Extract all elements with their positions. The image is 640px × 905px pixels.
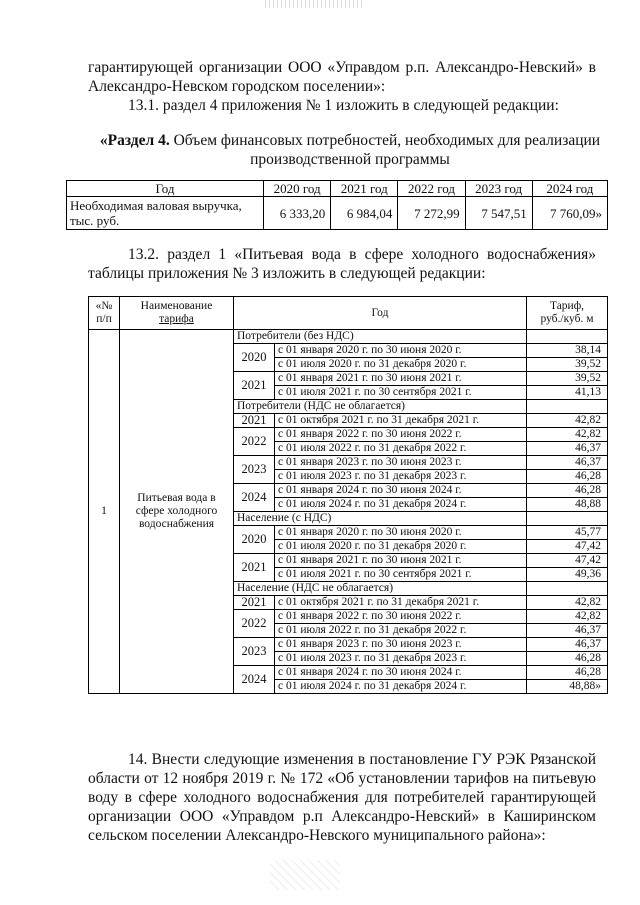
- table1-header-2020: 2020 год: [264, 181, 331, 197]
- table1-value-2021: 6 984,04: [331, 197, 398, 230]
- group-heading-population-vat-exempt: Население (НДС не облагается): [234, 582, 527, 596]
- para4-line1: 14. Внести следующие изменения в постановление ГУ РЭК Рязанской: [128, 751, 596, 768]
- tariff-name-l3: водоснабжения: [138, 518, 215, 530]
- tariff-table-header: [89, 297, 608, 330]
- group-heading-empty: [527, 582, 608, 596]
- tariff-value: 38,14: [527, 344, 608, 358]
- tariff-value: 45,77: [527, 526, 608, 540]
- table1-header-year: Год: [67, 181, 264, 197]
- table1-data-row: [67, 197, 608, 230]
- tariff-value: 39,52: [527, 372, 608, 386]
- table1-value-2023: 7 547,51: [465, 197, 532, 230]
- table1-value-2022: 7 272,99: [398, 197, 465, 230]
- year-cell: 2022: [234, 610, 275, 638]
- period-cell: с 01 июля 2022 г. по 31 декабря 2022 г.: [275, 442, 527, 456]
- period-cell: с 01 января 2023 г. по 30 июня 2023 г.: [275, 456, 527, 470]
- year-cell: 2021: [234, 596, 275, 610]
- period-cell: с 01 июля 2020 г. по 31 декабря 2020 г.: [275, 358, 527, 372]
- table1-value-2024: 7 760,09»: [532, 197, 607, 230]
- tariff-value: 42,82: [527, 414, 608, 428]
- table1-row-label-line2: тыс. руб.: [70, 213, 120, 228]
- period-cell: с 01 июля 2024 г. по 31 декабря 2024 г.: [275, 498, 527, 512]
- tariff-value: 49,36: [527, 568, 608, 582]
- group-heading-empty: [527, 330, 608, 344]
- para1-line1: гарантирующей организации ООО «Управдом р.п. Александро-Невский» в: [88, 59, 596, 76]
- tariff-value: 47,42: [527, 540, 608, 554]
- table1-value-2020: 6 333,20: [264, 197, 331, 230]
- section-heading: [60, 131, 640, 150]
- para4-line2: области от 12 ноября 2019 г. № 172 «Об установлении тарифов на питьевую: [88, 770, 596, 787]
- tariff-value: 48,88»: [527, 680, 608, 694]
- period-cell: с 01 июля 2023 г. по 31 декабря 2023 г.: [275, 652, 527, 666]
- period-cell: с 01 июля 2021 г. по 30 сентября 2021 г.: [275, 386, 527, 400]
- header-tariff-l2: руб./куб. м: [540, 313, 594, 325]
- table1-header-row: [67, 181, 608, 197]
- header-tariff: [527, 297, 608, 330]
- row-number: 1: [89, 330, 120, 694]
- para1-line2: Александро-Невском городском поселении»:: [88, 78, 386, 95]
- tariff-name-l1: Питьевая вода в: [137, 492, 216, 504]
- section-heading-rest: Объем финансовых потребностей, необходимых для реализации: [169, 132, 601, 149]
- period-cell: с 01 июля 2020 г. по 31 декабря 2020 г.: [275, 540, 527, 554]
- period-cell: с 01 июля 2022 г. по 31 декабря 2022 г.: [275, 624, 527, 638]
- tariff-value: 46,37: [527, 456, 608, 470]
- year-cell: 2022: [234, 428, 275, 456]
- header-number-l1: «№: [95, 300, 113, 312]
- period-cell: с 01 января 2021 г. по 30 июня 2021 г.: [275, 554, 527, 568]
- table1-row-label-line1: Необходимая валовая выручка,: [70, 198, 242, 213]
- tariff-value: 42,82: [527, 610, 608, 624]
- table1-header-2021: 2021 год: [331, 181, 398, 197]
- year-cell: 2021: [234, 414, 275, 428]
- period-cell: с 01 января 2024 г. по 30 июня 2024 г.: [275, 484, 527, 498]
- period-cell: с 01 января 2021 г. по 30 июня 2021 г.: [275, 372, 527, 386]
- tariff-value: 46,37: [527, 442, 608, 456]
- period-cell: с 01 июля 2023 г. по 31 декабря 2023 г.: [275, 470, 527, 484]
- tariff-value: 46,37: [527, 638, 608, 652]
- tariff-value: 39,52: [527, 358, 608, 372]
- group-heading-consumers-vat-exempt: Потребители (НДС не облагается): [234, 400, 527, 414]
- header-number-l2: п/п: [96, 313, 112, 325]
- para3-line1: 13.2. раздел 1 «Питьевая вода в сфере холодного водоснабжения»: [128, 246, 596, 263]
- para4-line5: сельском поселении Александро-Невского муниципального района»:: [88, 827, 546, 844]
- tariff-value: 46,28: [527, 652, 608, 666]
- year-cell: 2024: [234, 666, 275, 694]
- year-cell: 2021: [234, 554, 275, 582]
- header-number: [89, 297, 120, 330]
- para4-line3: воду в сфере холодного водоснабжения для потребителей гарантирующей: [88, 789, 596, 806]
- group-heading-population-vat: Население (с НДС): [234, 512, 527, 526]
- tariff-name: [120, 330, 234, 694]
- scan-artifact-bottom: [270, 860, 340, 890]
- tariff-name-l2: сфере холодного: [135, 505, 218, 517]
- period-cell: с 01 января 2020 г. по 30 июня 2020 г.: [275, 344, 527, 358]
- tariff-value: 48,88: [527, 498, 608, 512]
- year-cell: 2021: [234, 372, 275, 400]
- table1-row-label: [67, 197, 264, 230]
- table-row: [89, 330, 608, 344]
- para4-line4: организации ООО «Управдом р.п Александро-Невский» в Каширинском: [88, 808, 596, 825]
- para3-line2: таблицы приложения № 3 изложить в следующей редакции:: [88, 265, 486, 282]
- year-cell: 2020: [234, 344, 275, 372]
- group-heading-consumers-no-vat: Потребители (без НДС): [234, 330, 527, 344]
- period-cell: с 01 января 2022 г. по 30 июня 2022 г.: [275, 428, 527, 442]
- tariff-value: 46,28: [527, 666, 608, 680]
- table1-header-2022: 2022 год: [398, 181, 465, 197]
- section-heading-line2: производственной программы: [250, 151, 450, 168]
- header-tariff-name-l2: тарифа: [159, 313, 194, 325]
- period-cell: с 01 января 2020 г. по 30 июня 2020 г.: [275, 526, 527, 540]
- financial-needs-table: [66, 180, 608, 230]
- table1-header-2024: 2024 год: [532, 181, 607, 197]
- period-cell: с 01 июля 2021 г. по 30 сентября 2021 г.: [275, 568, 527, 582]
- period-cell: с 01 октября 2021 г. по 31 декабря 2021 г.: [275, 596, 527, 610]
- period-cell: с 01 октября 2021 г. по 31 декабря 2021 г.: [275, 414, 527, 428]
- tariff-value: 46,37: [527, 624, 608, 638]
- tariff-value: 41,13: [527, 386, 608, 400]
- tariff-value: 46,28: [527, 470, 608, 484]
- header-tariff-name: [120, 297, 234, 330]
- period-cell: с 01 января 2023 г. по 30 июня 2023 г.: [275, 638, 527, 652]
- period-cell: с 01 июля 2024 г. по 31 декабря 2024 г.: [275, 680, 527, 694]
- tariff-value: 47,42: [527, 554, 608, 568]
- year-cell: 2020: [234, 526, 275, 554]
- table1-header-2023: 2023 год: [465, 181, 532, 197]
- header-tariff-l1: Тариф,: [549, 300, 585, 312]
- year-cell: 2023: [234, 456, 275, 484]
- section-heading-bold: «Раздел 4.: [99, 132, 170, 149]
- year-cell: 2023: [234, 638, 275, 666]
- header-tariff-name-l1: Наименование: [140, 300, 213, 312]
- scan-artifact-top: [265, 0, 365, 8]
- tariff-value: 42,82: [527, 428, 608, 442]
- header-year: Год: [234, 297, 527, 330]
- period-cell: с 01 января 2022 г. по 30 июня 2022 г.: [275, 610, 527, 624]
- period-cell: с 01 января 2024 г. по 30 июня 2024 г.: [275, 666, 527, 680]
- tariff-table: [88, 296, 608, 694]
- para2: 13.1. раздел 4 приложения № 1 изложить в следующей редакции:: [128, 97, 559, 114]
- tariff-value: 46,28: [527, 484, 608, 498]
- group-heading-empty: [527, 512, 608, 526]
- tariff-value: 42,82: [527, 596, 608, 610]
- group-heading-empty: [527, 400, 608, 414]
- year-cell: 2024: [234, 484, 275, 512]
